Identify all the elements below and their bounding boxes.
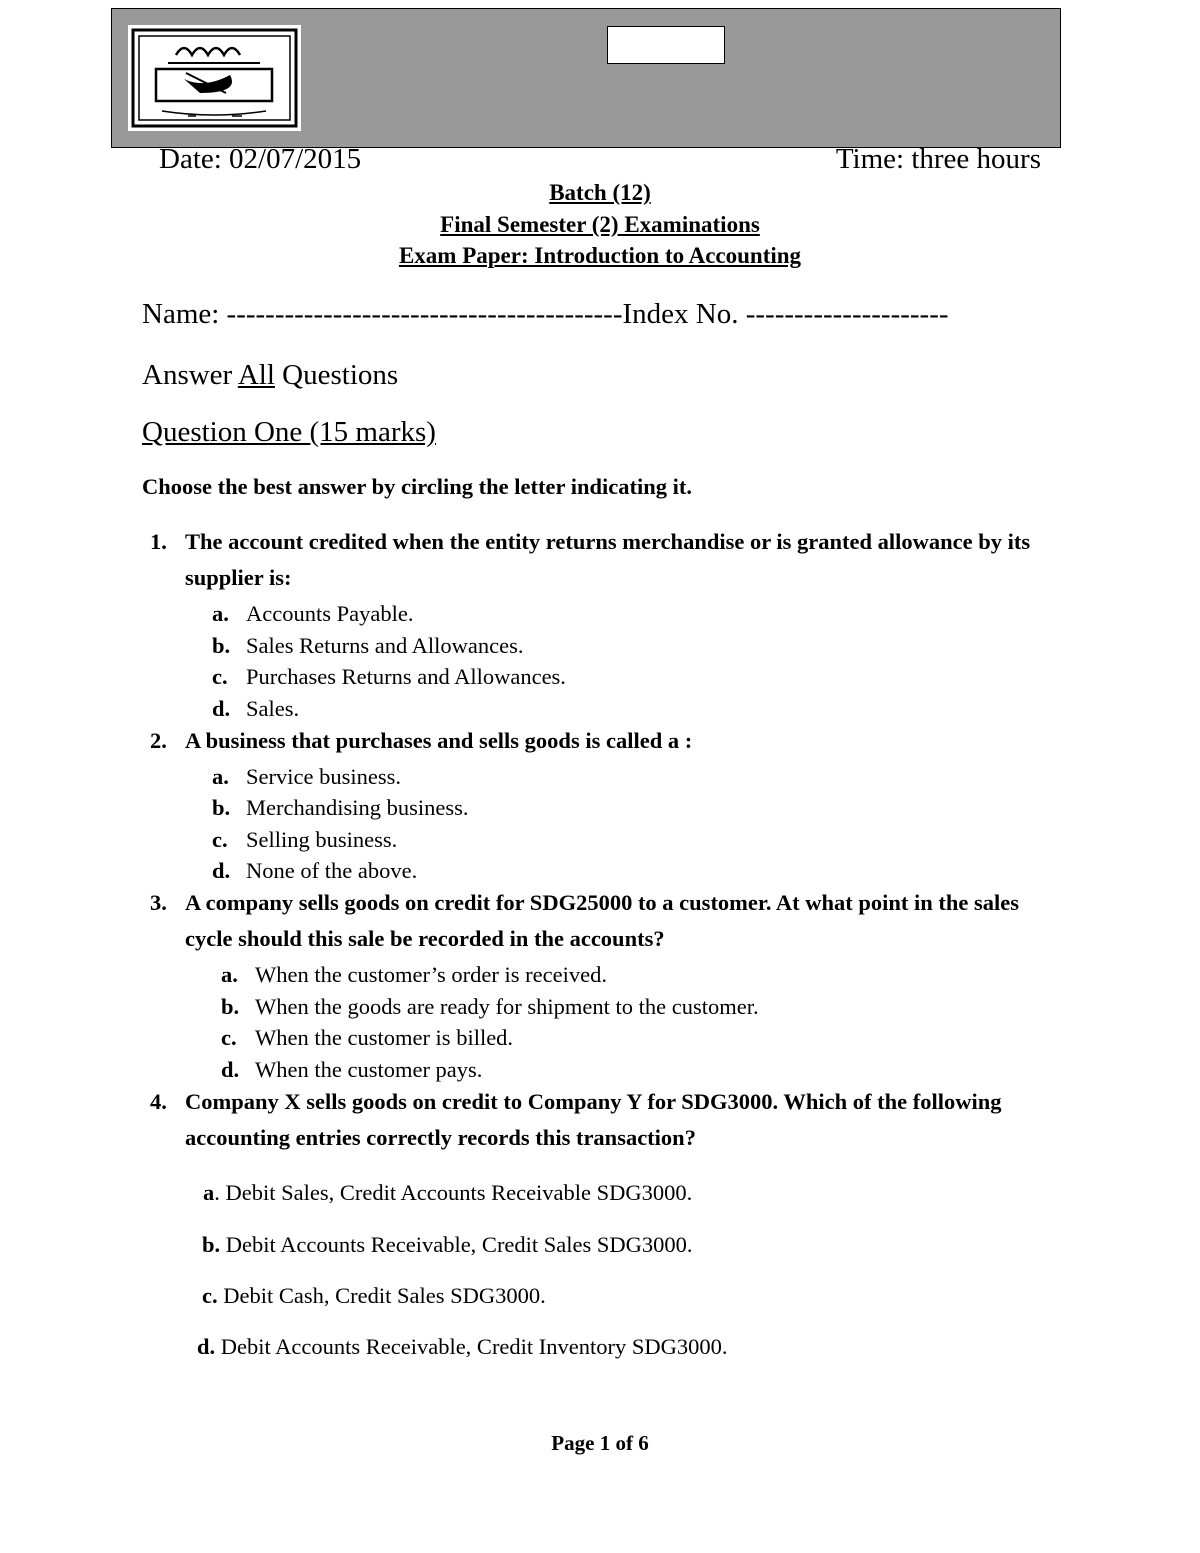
- question-number: 1.: [150, 529, 167, 554]
- option-3a[interactable]: [221, 962, 607, 988]
- option-4d[interactable]: [197, 1334, 728, 1360]
- answer-prefix: Answer: [142, 359, 238, 391]
- option-text: Selling business.: [246, 827, 398, 852]
- option-3b[interactable]: [221, 994, 759, 1020]
- option-text: Debit Accounts Receivable, Credit Inventory SDG3000.: [215, 1334, 728, 1359]
- option-letter: c.: [212, 664, 228, 689]
- option-letter: a.: [212, 764, 229, 789]
- option-3c[interactable]: [221, 1025, 513, 1051]
- option-4c[interactable]: [202, 1283, 546, 1309]
- question-number: 3.: [150, 890, 167, 915]
- option-text: When the customer’s order is received.: [255, 962, 607, 987]
- option-text: Sales Returns and Allowances.: [246, 633, 524, 658]
- option-1b[interactable]: [212, 633, 523, 659]
- batch-heading: Batch (12): [549, 180, 651, 205]
- option-letter: c.: [221, 1025, 237, 1050]
- option-letter: b.: [202, 1232, 221, 1257]
- date-time-line: [159, 143, 1041, 179]
- exam-code-box: [607, 26, 725, 64]
- exam-heading: Final Semester (2) Examinations: [440, 212, 760, 237]
- university-logo: [128, 25, 301, 131]
- option-letter: c.: [202, 1283, 218, 1308]
- option-text: Debit Accounts Receivable, Credit Sales SDG3000.: [220, 1232, 693, 1257]
- option-text: Merchandising business.: [246, 795, 469, 820]
- option-letter: b.: [212, 795, 231, 820]
- option-text: Sales.: [246, 696, 300, 721]
- answer-suffix: Questions: [274, 359, 399, 391]
- option-letter: c.: [212, 827, 228, 852]
- option-2b[interactable]: [212, 795, 468, 821]
- option-letter: a.: [221, 962, 238, 987]
- option-4a[interactable]: [203, 1180, 692, 1206]
- option-text: When the customer pays.: [255, 1057, 483, 1082]
- option-letter: b.: [221, 994, 240, 1019]
- option-letter: d.: [212, 858, 231, 883]
- option-2a[interactable]: [212, 764, 401, 790]
- option-text: When the customer is billed.: [255, 1025, 514, 1050]
- option-1d[interactable]: [212, 696, 299, 722]
- question-number: 2.: [150, 728, 167, 753]
- question-text: A business that purchases and sells goods is called a :: [185, 728, 693, 753]
- option-1a[interactable]: [212, 601, 413, 627]
- exam-duration: Time: three hours: [835, 143, 1041, 175]
- option-text: None of the above.: [246, 858, 418, 883]
- option-letter: d.: [212, 696, 231, 721]
- option-text: . Debit Sales, Credit Accounts Receivable SDG3000.: [214, 1180, 693, 1205]
- option-1c[interactable]: [212, 664, 566, 690]
- exam-date: Date: 02/07/2015: [159, 143, 362, 175]
- option-text: Accounts Payable.: [246, 601, 414, 626]
- option-letter: d.: [221, 1057, 240, 1082]
- option-2c[interactable]: [212, 827, 397, 853]
- paper-heading: Exam Paper: Introduction to Accounting: [398, 243, 802, 268]
- answer-all-emphasis: All: [237, 359, 275, 391]
- answer-all-instruction: [142, 359, 398, 392]
- option-letter: d.: [197, 1334, 216, 1359]
- page-number: Page 1 of 6: [551, 1431, 649, 1455]
- option-text: Purchases Returns and Allowances.: [246, 664, 566, 689]
- option-text: Debit Cash, Credit Sales SDG3000.: [217, 1283, 546, 1308]
- option-4b[interactable]: [202, 1232, 693, 1258]
- logo-emblem-icon: [128, 25, 301, 131]
- question-text: The account credited when the entity returns merchandise or is granted allowance by its supplier is:: [185, 529, 1031, 590]
- question-text: Company X sells goods on credit to Company Y for SDG3000. Which of the following accounting entries correctly records this transaction?: [185, 1089, 1002, 1150]
- option-letter: a.: [212, 601, 229, 626]
- option-text: Service business.: [246, 764, 401, 789]
- question-text: A company sells goods on credit for SDG25000 to a customer. At what point in the sales cycle should this sale be recorded in the accounts?: [185, 890, 1019, 951]
- option-3d[interactable]: [221, 1057, 482, 1083]
- option-2d[interactable]: [212, 858, 417, 884]
- option-letter: a: [203, 1180, 215, 1205]
- option-letter: b.: [212, 633, 231, 658]
- option-text: When the goods are ready for shipment to the customer.: [255, 994, 759, 1019]
- choose-instruction: Choose the best answer by circling the letter indicating it.: [142, 474, 692, 499]
- name-index-field[interactable]: Name: -----------------------------------------Index No. ---------------------: [142, 298, 949, 330]
- question-title: Question One (15 marks): [142, 416, 436, 448]
- question-number: 4.: [150, 1089, 167, 1114]
